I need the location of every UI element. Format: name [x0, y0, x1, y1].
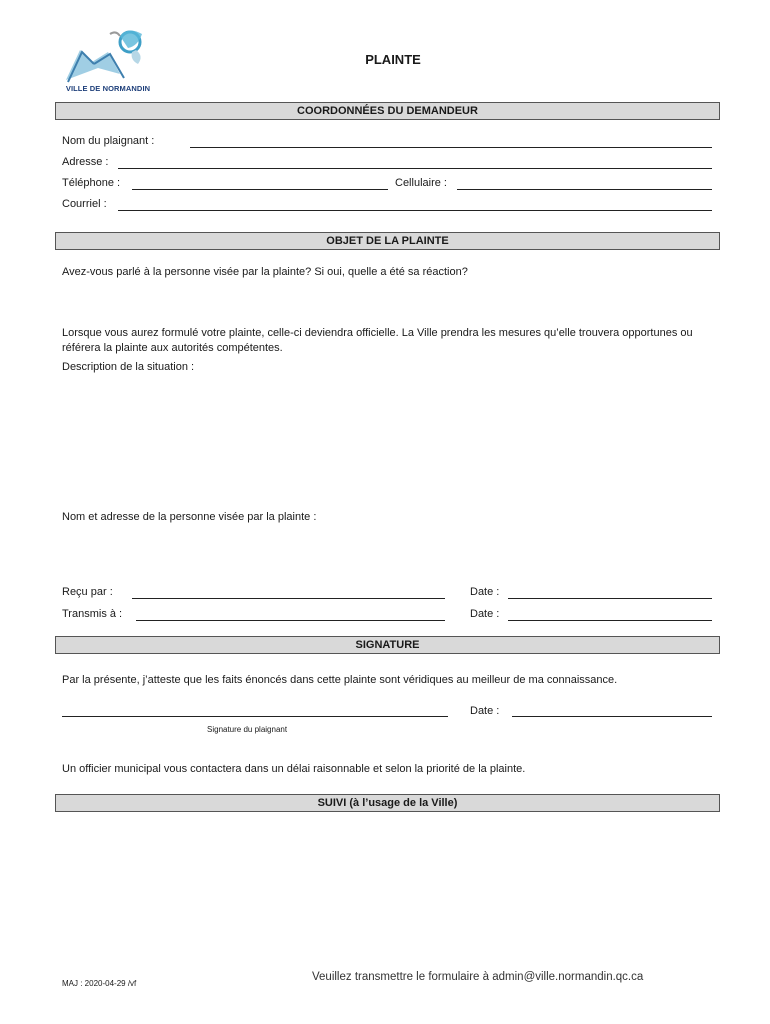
transmis-label: Transmis à : [62, 608, 123, 620]
nom-field[interactable] [190, 147, 712, 148]
transmis-date-label: Date : [470, 608, 500, 620]
adresse-label: Adresse : [62, 156, 109, 168]
telephone-label: Téléphone : [62, 177, 121, 189]
signature-date-label: Date : [470, 705, 500, 717]
recu-date-label: Date : [470, 586, 500, 598]
footer-transmettre: Veuillez transmettre le formulaire à admin@ville.normandin.qc.ca [312, 971, 644, 983]
courriel-label: Courriel : [62, 198, 107, 210]
cellulaire-field[interactable] [457, 189, 712, 190]
recu-par-label: Reçu par : [62, 586, 113, 598]
page-title: PLAINTE [365, 52, 421, 67]
signature-field[interactable] [62, 716, 448, 717]
footer-maj: MAJ : 2020-04-29 /vf [62, 979, 137, 988]
courriel-field[interactable] [118, 210, 712, 211]
recu-par-field[interactable] [132, 598, 445, 599]
officier-text: Un officier municipal vous contactera dans un délai raisonnable et selon la priorité de la plainte. [62, 763, 526, 775]
transmis-field[interactable] [136, 620, 445, 621]
attestation-text: Par la présente, j’atteste que les faits énoncés dans cette plainte sont véridiques au meilleur de ma connaissance. [62, 674, 618, 686]
recu-date-field[interactable] [508, 598, 712, 599]
personne-visee-label: Nom et adresse de la personne visée par la plainte : [62, 511, 317, 523]
description-label: Description de la situation : [62, 361, 195, 373]
section-signature: SIGNATURE [55, 636, 720, 654]
cellulaire-label: Cellulaire : [395, 177, 447, 189]
transmis-date-field[interactable] [508, 620, 712, 621]
officielle-text: Lorsque vous aurez formulé votre plainte, celle-ci deviendra officielle. La Ville prendra les mesures qu’elle trouvera opportunes ou référera la plainte aux autorités compétentes. [62, 327, 693, 354]
signature-date-field[interactable] [512, 716, 712, 717]
section-coordonnees: COORDONNÉES DU DEMANDEUR [55, 102, 720, 120]
section-suivi: SUIVI (à l’usage de la Ville) [55, 794, 720, 812]
telephone-field[interactable] [132, 189, 388, 190]
question-text: Avez-vous parlé à la personne visée par la plainte? Si oui, quelle a été sa réaction? [62, 266, 468, 278]
adresse-field[interactable] [118, 168, 712, 169]
logo-caption: VILLE DE NORMANDIN [65, 84, 151, 93]
nom-label: Nom du plaignant : [62, 135, 155, 147]
section-objet: OBJET DE LA PLAINTE [55, 232, 720, 250]
signature-caption: Signature du plaignant [207, 725, 288, 734]
